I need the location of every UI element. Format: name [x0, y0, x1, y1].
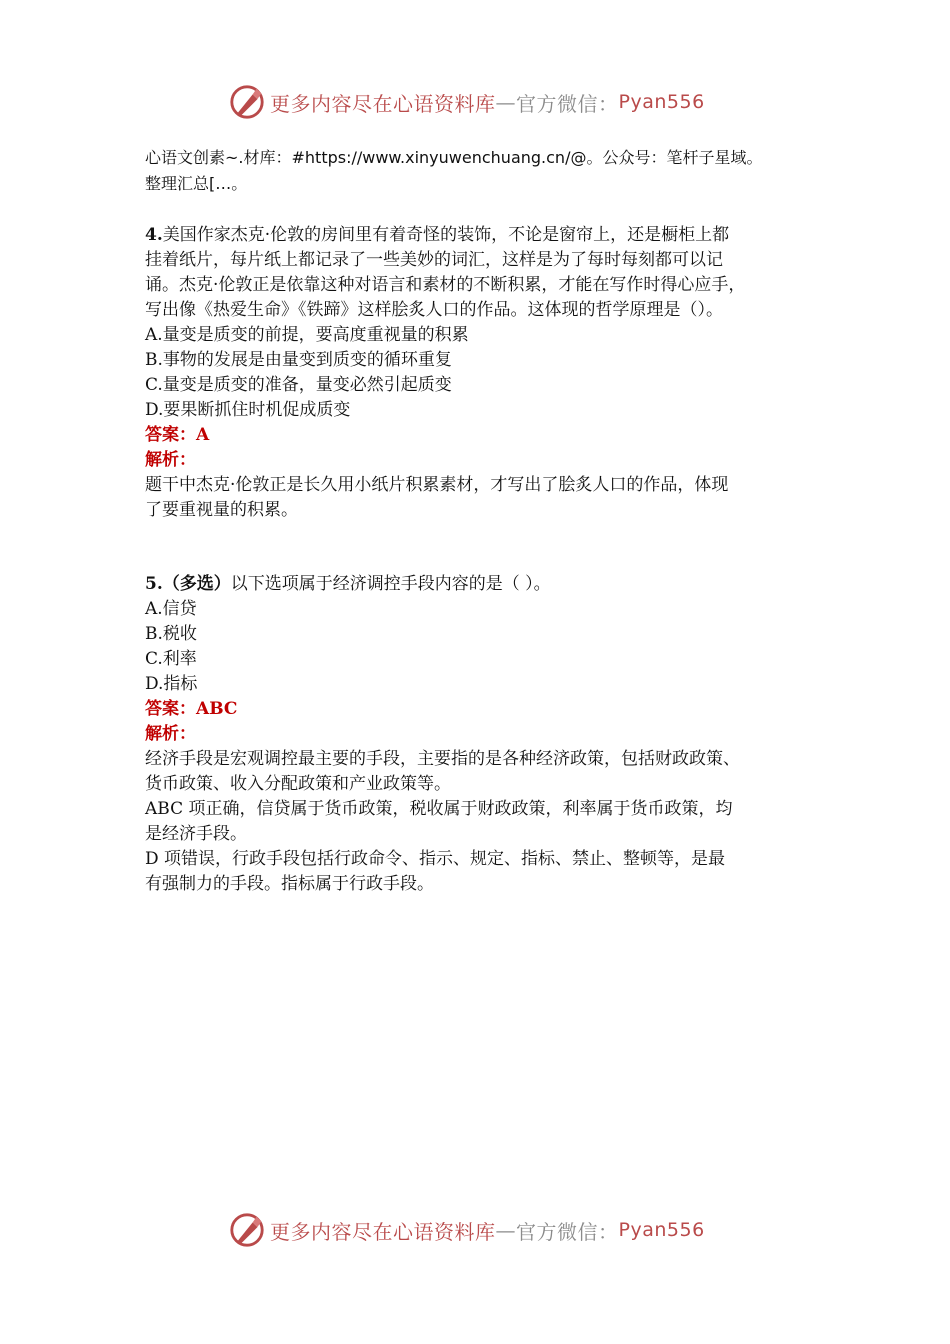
analysis-line: 了要重视量的积累。: [145, 500, 298, 520]
analysis-line: 经济手段是宏观调控最主要的手段，主要指的是各种经济政策，包括财政政策、: [145, 749, 740, 769]
option-c: C.利率: [145, 649, 197, 669]
answer: 答案：A: [145, 425, 210, 445]
analysis-line: 有强制力的手段。指标属于行政手段。: [145, 874, 434, 894]
option-d: D.指标: [145, 674, 198, 694]
option-a: A.信贷: [145, 599, 197, 619]
pen-nib-logo-icon: [228, 1211, 266, 1249]
question-stem-line: 诵。杰克·伦敦正是依靠这种对语言和素材的不断积累，才能在写作时得心应手，: [145, 275, 746, 295]
analysis-line: D 项错误，行政手段包括行政命令、指示、规定、指标、禁止、整顿等，是最: [145, 849, 726, 869]
pen-nib-logo-icon: [228, 83, 266, 121]
question-stem-line: 写出像《热爱生命》《铁蹄》这样脍炙人口的作品。这体现的哲学原理是（）。: [145, 300, 723, 320]
banner-dash: —: [495, 90, 516, 114]
question-type-tag: （多选）: [162, 574, 231, 594]
banner-wechat-id: Pyan556: [618, 1219, 705, 1241]
analysis-line: ABC 项正确，信贷属于货币政策，税收属于财政政策，利率属于货币政策，均: [145, 799, 733, 819]
analysis-label: 解析：: [145, 724, 196, 744]
footer-banner: [228, 1210, 705, 1250]
banner-dash: —: [495, 1218, 516, 1242]
document-body: [145, 145, 825, 897]
header-banner: [228, 82, 705, 122]
banner-gray-text: 官方微信：: [516, 1219, 619, 1244]
question-5: [145, 572, 825, 897]
option-d: D.要果断抓住时机促成质变: [145, 400, 351, 420]
banner-red-text: 更多内容尽在心语资料库: [270, 1219, 496, 1244]
analysis-line: 题干中杰克·伦敦正是长久用小纸片积累素材，才写出了脍炙人口的作品，体现: [145, 475, 729, 495]
analysis-label: 解析：: [145, 450, 196, 470]
banner-wechat-id: Pyan556: [618, 91, 705, 113]
analysis-line: 是经济手段。: [145, 824, 247, 844]
option-b: B.事物的发展是由量变到质变的循环重复: [145, 350, 452, 370]
question-stem-line: 4.美国作家杰克·伦敦的房间里有着奇怪的装饰，不论是窗帘上，还是橱柜上都: [145, 225, 730, 245]
option-b: B.税收: [145, 624, 197, 644]
banner-gray-text: 官方微信：: [516, 91, 619, 116]
source-line: 整理汇总[…。: [145, 174, 248, 193]
question-stem-line: 挂着纸片，每片纸上都记录了一些美妙的词汇，这样是为了每时每刻都可以记: [145, 250, 723, 270]
option-c: C.量变是质变的准备，量变必然引起质变: [145, 375, 452, 395]
answer: 答案：ABC: [145, 699, 238, 719]
question-number: 5.: [145, 574, 163, 594]
source-line: 心语文创素~.材库：#https://www.xinyuwenchuang.cn/@。公众号：笔杆子星域。: [145, 148, 763, 167]
banner-red-text: 更多内容尽在心语资料库: [270, 91, 496, 116]
analysis-line: 货币政策、收入分配政策和产业政策等。: [145, 774, 451, 794]
question-4: [145, 223, 825, 523]
source-note: [145, 145, 825, 197]
option-a: A.量变是质变的前提，要高度重视量的积累: [145, 325, 469, 345]
question-number: 4.: [145, 225, 163, 245]
question-stem-line: 5.（多选）以下选项属于经济调控手段内容的是（ ）。: [145, 574, 551, 594]
